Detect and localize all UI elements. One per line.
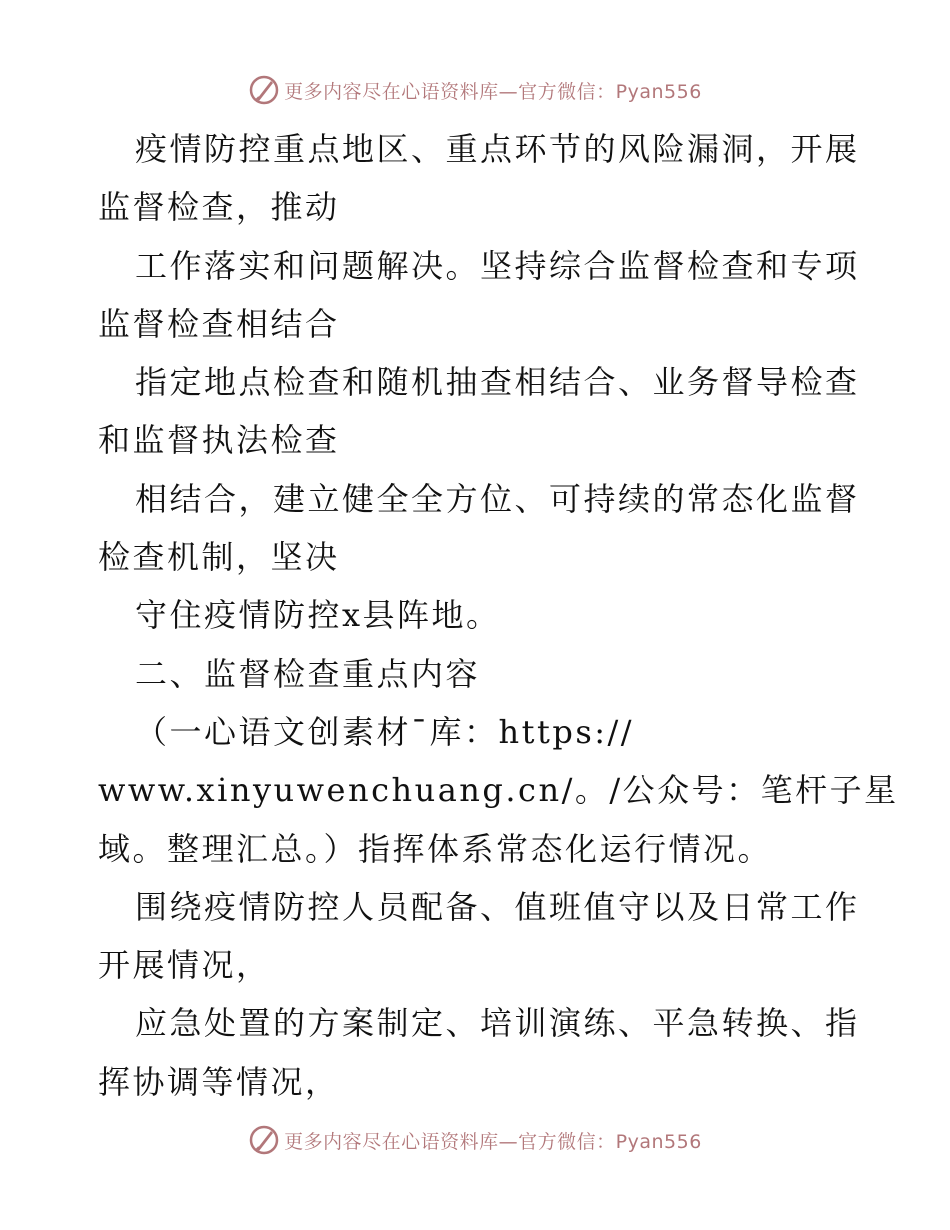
paragraph-line: 域。整理汇总。）指挥体系常态化运行情况。 — [98, 829, 773, 868]
paragraph-line: 和监督执法检查 — [98, 421, 340, 460]
quill-pen-icon — [248, 1124, 280, 1156]
paragraph-line: 相结合，建立健全全方位、可持续的常态化监督 — [135, 479, 860, 518]
paragraph-line: 检查机制，坚决 — [98, 538, 340, 577]
paragraph-line: （一心语文创素材¯库：https:// — [135, 712, 635, 751]
quill-pen-icon — [248, 74, 280, 106]
paragraph-line: 指定地点检查和随机抽查相结合、业务督导检查 — [135, 363, 860, 402]
paragraph-line: 开展情况， — [98, 946, 271, 985]
paragraph-line: 疫情防控重点地区、重点环节的风险漏洞，开展 — [135, 130, 860, 168]
paragraph-line: 挥协调等情况， — [98, 1062, 340, 1101]
header-text: 更多内容尽在心语资料库—官方微信：Pyan556 — [284, 80, 702, 103]
section-heading: 二、监督检查重点内容 — [135, 654, 481, 693]
paragraph-line: 应急处置的方案制定、培训演练、平急转换、指 — [135, 1004, 860, 1043]
paragraph-line: 围绕疫情防控人员配备、值班值守以及日常工作 — [135, 887, 860, 926]
footer-text: 更多内容尽在心语资料库—官方微信：Pyan556 — [284, 1130, 702, 1153]
footer-banner — [0, 1120, 950, 1160]
paragraph-line: 监督检查，推动 — [98, 188, 340, 227]
paragraph-line: 工作落实和问题解决。坚持综合监督检查和专项 — [135, 246, 860, 285]
document-body — [98, 120, 899, 1111]
paragraph-line: 监督检查相结合 — [98, 304, 340, 343]
paragraph-line: 守住疫情防控x县阵地。 — [135, 596, 501, 635]
paragraph-line: www.xinyuwenchuang.cn/。/公众号：笔杆子星 — [98, 771, 899, 810]
header-banner — [0, 70, 950, 110]
